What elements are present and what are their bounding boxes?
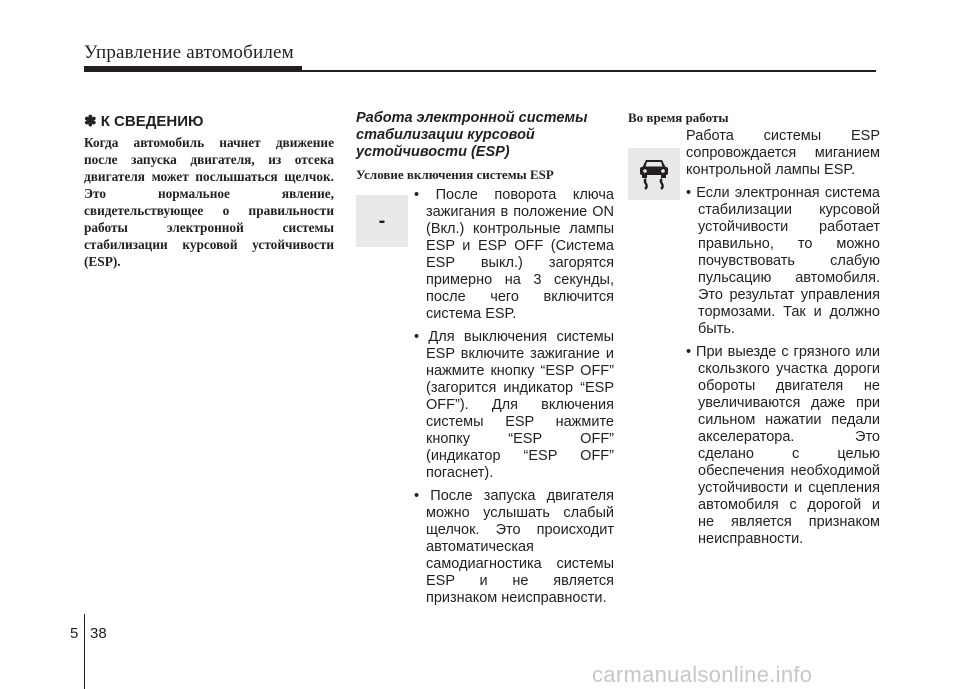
during-operation-intro: Работа системы ESP сопровождается миганием контрольной лампы ESP. [686,128,880,178]
during-operation-text [686,128,880,548]
header-bar [84,66,302,72]
esp-skid-car-icon [628,148,680,200]
esp-activation-body [356,187,614,607]
esp-activation-subtitle: Условие включения системы ESP [356,167,554,182]
note-body: Когда автомобиль начнет движение после запуска двигателя, из отсека двигателя может послышаться щелчок. Это нормальное явление, свидетельствующее о правильности работы электронной системы стабилизации курсовой устойчивости (ESP). [84,135,334,269]
list-item: • Если электронная система стабилизации курсовой устойчивости работает правильно, то можно почувствовать слабую пульсацию автомобиля. Это результат управления тормозами. Так и должно быть. [686,185,880,337]
during-operation-body [628,128,880,548]
during-operation-section [628,110,880,554]
esp-operation-title: Работа электронной системы стабилизации курсовой устойчивости (ESP) [356,110,588,160]
list-item: • После запуска двигателя можно услышать слабый щелчок. Это происходит автоматическая самодиагностика системы ESP и не является признаком неисправности. [414,488,614,606]
footer-section-number: 5 [70,625,79,642]
note-title: ✽ К СВЕДЕНИЮ [84,113,204,130]
note-section [84,112,334,270]
dash-icon [356,195,408,247]
esp-skid-car-icon-graphic [634,154,674,194]
dash-icon-glyph: - [378,209,386,232]
list-item: • Для выключения системы ESP включите зажигание и нажмите кнопку “ESP OFF” (загорится индикатор “ESP OFF”). Для включения системы ESP нажмите кнопку “ESP OFF” (индикатор “ESP OFF” погаснет). [414,329,614,481]
header-rule [302,70,876,72]
list-item: • После поворота ключа зажигания в положение ON (Вкл.) контрольные лампы ESP и ESP OFF (Система ESP выкл.) загорятся примерно на 3 секунды, после чего включится система ESP. [414,187,614,322]
page-header-title: Управление автомобилем [84,42,294,63]
esp-activation-list [414,187,614,607]
during-operation-title: Во время работы [628,110,729,125]
footer-page-number: 38 [90,625,107,642]
watermark: carmanualsonline.info [592,662,813,687]
list-item: • При выезде с грязного или скользкого участка дороги обороты двигателя не увеличиваются даже при сильном нажатии педали акселератора. Это сделано с целью обеспечения необходимой устойчивости и сцепления автомобиля с дорогой и не является признаком неисправности. [686,344,880,547]
footer-divider [84,614,85,689]
esp-operation-section [356,110,614,613]
